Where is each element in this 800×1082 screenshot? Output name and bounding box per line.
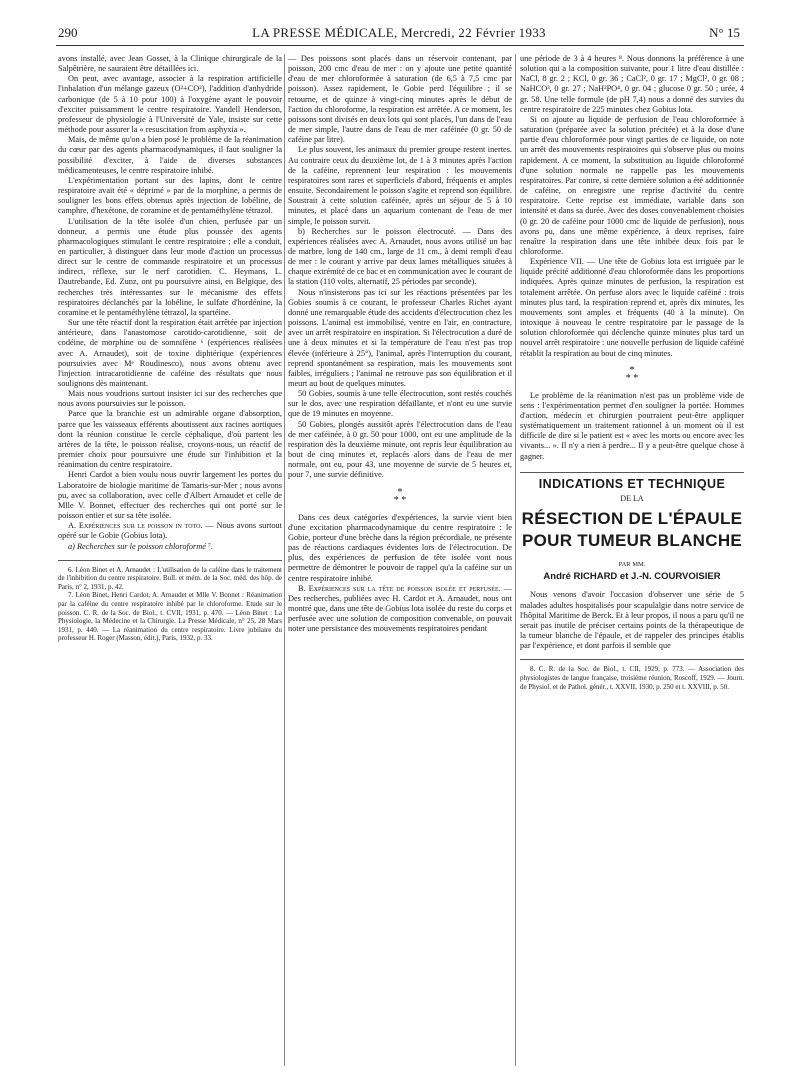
column-2	[288, 54, 512, 634]
article-authors: André RICHARD et J.-N. COURVOISIER	[543, 571, 721, 583]
page-header	[58, 25, 740, 47]
ornament-stars: * *	[625, 372, 639, 384]
article-kicker: INDICATIONS ET TECHNIQUE	[538, 476, 726, 491]
paragraph: Le plus souvent, les animaux du premier groupe restent inertes. Au contraire ceux du deuxième lot, de 1 à 3 minutes après l'action de la caféine, reprennent leur respiration : les mouvements respiratoires sont rares et superficiels d'abord, fréquents et amples ensuite. Secondairement le poisson s'agite et reprend son équilibre. Soustrait à cette solution caféinée, après un séjour de 5 à 10 minutes, et placé dans un aquarium contenant de l'eau de mer simple, le poisson survit.	[288, 145, 512, 226]
ornament-star: *	[629, 364, 635, 376]
paragraph: avons installé, avec Jean Gosset, à la Clinique chirurgicale de la Salpêtrière, ne sauraient être détaillées ici.	[58, 54, 282, 74]
paragraph: On peut, avec avantage, associer à la respiration artificielle l'inhalation d'un mélange gazeux (O²+CO²), l'addition d'anhydride carbonique (de 5 à 10 pour 100) à l'oxygène ayant le pouvoir d'exciter puissamment le centre respiratoire. Yandell Henderson, professeur de physiologie à l'Université de Yale, insiste sur cette méthode pour assurer la « resuscitation from asphyxia ».	[58, 74, 282, 135]
paragraph: L'expérimentation portant sur des lapins, dont le centre respiratoire avait été « déprimé » par de la morphine, a permis de souligner les bons effets obtenus après injection de lobéline, de camphre, d'hexétone, de coramine et de pentaméthylène tétrazol.	[58, 175, 282, 216]
journal-title: LA PRESSE MÉDICALE,	[252, 25, 398, 40]
article-kicker-connector: DE LA	[620, 493, 644, 503]
paragraph: Nous n'insisterons pas ici sur les réactions présentées par les Gobies soumis à ce courant, le professeur Charles Richet ayant donné une remarquable étude des accidents d'électrocution chez les poissons. L'animal est immobilisé, ventre en l'air, en contracture, avec un arrêt respiratoire en inspiration. Si l'électrocution a duré de une à deux minutes et si la température de l'eau n'est pas trop élevée (inférieure à 25°), l'animal, après l'interruption du courant, reprend spontanément sa respiration, mais les mouvements sont faibles, irréguliers ; l'animal ne retrouve pas son équilibration et il meurt au bout de quelques minutes.	[288, 287, 512, 388]
footnote-8: 8. C. R. de la Soc. de Biol., t. CII, 1929, p. 773. — Association des physiologistes de langue française, troisième réunion, Roscoff, 1929. — Journ. de Physiol. et de Pathol. génér., t. XXVII, 1930, p. 250 et t. XXVIII, p. 50.	[520, 665, 744, 691]
issue-date: Mercredi, 22 Février 1933	[401, 25, 546, 40]
section-ornament	[520, 364, 744, 384]
column-1	[58, 54, 282, 643]
paragraph: 50 Gobies, plongés aussitôt après l'électrocution dans de l'eau de mer caféinée, à 0 gr. 50 pour 1000, ont eu une amplitude de la respiration dès la deuxième minute, ont repris leur équilibration au bout de cinq minutes et, replacés alors dans de l'eau de mer normale, ont eu, pour 43, une moyenne de survie de 5 heures et, pour 7, une survie définitive.	[288, 419, 512, 480]
issue-number: N° 15	[709, 25, 740, 40]
section-heading-paragraph	[288, 584, 512, 635]
paragraph: Le problème de la réanimation n'est pas un problème vide de sens : l'expérimentation permet d'en souligner la portée. Hommes d'action, médecin et chirurgien pourraient peut-être appliquer systématiquement un traitement rationnel à un moment où il est difficile de dire si le patient est « avec les morts ou encore avec les vivants... ». Il n'y a rien à perdre... Il y a peut-être quelque chose à gagner.	[520, 390, 744, 461]
paragraph: Si on ajoute au liquide de perfusion de l'eau chloroformée à saturation (préparée avec la solution précitée) et à la dose d'une partie d'eau chloroformée pour vingt parties de ce liquide, on note un arrêt des mouvements respiratoires qui s'observe plus ou moins rapidement. A ce moment, la substitution au liquide chloroformé d'une solution normale ne rappelle pas les mouvements respiratoires. Par contre, si cette dernière solution a été additionnée de caféine, on enregistre une reprise d'activité du centre respiratoire. Cette reprise est immédiate, variable dans son intensité et dans sa durée. Avec des doses convenablement choisies (0 gr. 20 de caféine pour 1000 cmc de liquide de perfusion), nous avons pu, dans une même expérience, à deux reprises, faire renaître la respiration dans une tête inhibée deux fois par le chloroforme.	[520, 114, 744, 256]
section-heading: A. Expériences sur le poisson in toto.	[68, 521, 203, 531]
paragraph: b) Recherches sur le poisson électrocuté. — Dans des expériences réalisées avec A. Arnaudet, nous avons utilisé un bac de marbre, long de 140 cm., large de 11 cm., à demi rempli d'eau de mer : le courant y arrive par deux lames métalliques situées à chaque extrémité de ce bac et en communication avec le courant de la station (110 volts, alternatif, 25 périodes par seconde).	[288, 226, 512, 287]
paragraph: Sur une tête réactif dont la respiration était arrêtée par injection antérieure, dans l'anastomose carotido-carotidienne, soit de codéine, de morphine ou de somnifène ⁶ (expériences réalisées avec A. Arnaudet), soit de toxine diphtérique (expériences poursuivies avec Mᵉ Roudinesco), nous avons obtenu avec l'injection intracarotidienne de caféine des résultats que nous soulignons dès maintenant.	[58, 318, 282, 388]
article-title: RÉSECTION DE L'ÉPAULE	[521, 509, 743, 529]
footnote-6: 6. Léon Binet et A. Arnaudet : L'utilisation de la caféine dans le traitement de l'inhibition du centre respiratoire. Bull. et mém. de la Soc. méd. des hôp. de Paris, n° 2, 1931, p. 42.	[58, 565, 282, 591]
paragraph: — Des poissons sont placés dans un réservoir contenant, par poisson, 200 cmc d'eau de mer : on y ajoute une petite quantité d'eau de mer chloroformée à saturation (de 6,5 à 7,5 cmc par poisson). Assez rapidement, le Gobie perd l'équilibre ; il se retourne, et de quinze à vingt-cinq minutes après le début de l'action du chloroforme, la respiration est arrêtée. A ce moment, les poissons sont divisés en deux lots qui sont placés, l'un dans de l'eau de mer simple, l'autre dans de l'eau de mer caféinée (0 gr. 50 de caféine par litre).	[288, 54, 512, 145]
footnote-rule	[520, 659, 744, 660]
article-subtitle: POUR TUMEUR BLANCHE	[521, 531, 743, 551]
section-heading-paragraph	[58, 521, 282, 541]
subsection-heading: a) Recherches sur le poisson chloroformé ⁷.	[68, 541, 213, 551]
paragraph: Dans ces deux catégories d'expériences, la survie vient bien d'une excitation pharmacodynamique du centre respiratoire : le Gobie, porteur d'une brèche dans la région précordiale, ne présente pas de réactions cardiaques évidentes lors de l'électrocution. De plus, des expériences de perfusion de tête isolée vont nous permettre de démontrer le pouvoir de rappel qu'a la caféine sur un centre respiratoire inhibé.	[288, 512, 512, 583]
section-text: — Nous avons surtout opéré sur le Gobie (Gobius lota).	[58, 521, 282, 541]
paragraph: Expérience VII. — Une tête de Gobius lota est irriguée par le liquide précité additionné d'eau chloroformée dans les proportions indiquées. Après quinze minutes de perfusion, la respiration est totalement arrêtée. On perfuse alors avec le liquide caféiné : trois minutes plus tard, la respiration reprend et, après dix minutes, les mouvements sont amples et fréquents (40 à la minute). On intoxique à nouveau le centre respiratoire par le passage de la solution chloroformée qui déclenche quinze minutes plus tard un nouvel arrêt respiratoire : une nouvelle perfusion de liquide caféiné rétablit la respiration au bout de cinq minutes.	[520, 257, 744, 358]
paragraph: L'utilisation de la tête isolée d'un chien, perfusée par un donneur, a permis une étude plus poussée des agents pharmacologiques stimulant le centre respiratoire ; elle a conduit, en particulier, à distinguer dans leur mode d'action un processus direct sur le centre de commande respiratoire et un processus indirect, réflexe, sur le nerf carotidien. C. Heymans, L. Dautrebande, Ed. Zunz, ont pu poursuivre ainsi, en Belgique, des recherches très intéressantes sur le mécanisme des effets respiratoires déclanchés par la lobéline, le sulfate d'hordénine, la coramine et le pentaméthylène tétrazol, la spartéine.	[58, 216, 282, 317]
header-rule	[56, 45, 744, 46]
section-text: — Des recherches, publiées avec H. Cardot et A. Arnaudet, nous ont montré que, dans une tête de Gobius lota isolée du reste du corps et perfusée avec une solution de composition convenable, on pouvait noter une persistance des mouvements respiratoires pendant	[288, 583, 512, 634]
paragraph: Henri Cardot a bien voulu nous ouvrir largement les portes du Laboratoire de biologie maritime de Tamaris-sur-Mer ; nous avons pu, avec sa collaboration, avec celle d'Albert Arnaudet et celle de Mlle V. Bonnet, effectuer des recherches qui ont porté sur le poisson entier et sur sa tête isolée.	[58, 470, 282, 521]
ornament-star: *	[397, 486, 403, 498]
paragraph: Nous venons d'avoir l'occasion d'observer une série de 5 malades adultes hospitalisés pour scapulalgie dans notre service de l'hôpital Maritime de Berck. Et à leur propos, il nous a paru qu'il ne serait pas inutile de préciser certains points de la thérapeutique de la tumeur blanche de l'épaule, et de rappeler des principes établis par l'expérience, et dont parfois il semble que	[520, 590, 744, 651]
column-3	[520, 54, 744, 691]
page-number: 290	[58, 25, 78, 40]
section-heading: B. Expériences sur la tête de poisson isolée et perfusée.	[298, 583, 501, 593]
section-ornament	[288, 486, 512, 506]
paragraph: Mais, de même qu'on a bien posé le problème de la réanimation du cœur par des agents pharmacodynamiques, il faut souligner la possibilité d'exciter, à l'aide de diverses substances médicamenteuses, le centre respiratoire inhibé.	[58, 135, 282, 175]
byline-prefix: PAR MM.	[618, 561, 646, 569]
article-title-block	[520, 476, 744, 583]
paragraph: 50 Gobies, soumis à une telle électrocution, sont restés couchés sur le dos, avec une respiration défaillante, et n'ont eu une survie que de 19 minutes en moyenne.	[288, 389, 512, 419]
footnote-rule	[58, 560, 282, 561]
footnote-7: 7. Léon Binet, Henri Cardot, A. Arnaudet et Mlle V. Bonnet : Réanimation par la caféine du centre respiratoire inhibé par le chloroforme. Etude sur le poisson. C. R. de la Soc. de Biol., t. CVII, 1931, p. 470. — Léon Binet : La Physiologie, la Médecine et la Chirurgie. La Presse Médicale, n° 25, 28 Mars 1931, p. 440. — La réanimation du centre respiratoire. Livre jubilaire du professeur H. Roger (Masson, édit.), Paris, 1932, p. 33.	[58, 591, 282, 643]
running-title	[58, 25, 740, 41]
paragraph: Parce que la branchie est un admirable organe d'absorption, parce que les vaisseaux efférents aboutissent aux racines aortiques dont la réunion constitue le cercle céphalique, d'où partent les artères de la tête, le poisson réalise, croyons-nous, un réactif de premier choix pour poursuivre une étude sur l'inhibition et la réanimation du centre respiratoire.	[58, 409, 282, 470]
column-divider	[515, 54, 516, 1066]
paragraph: une période de 3 à 4 heures ⁸. Nous donnons la préférence à une solution qui a la composition suivante, pour 1 litre d'eau distillée : NaCl, 8 gr. 2 ; KCl, 0 gr. 36 ; CaCl², 0 gr. 17 ; MgCl², 0 gr. 08 ; NaHCO³, 0 gr. 27 ; NaH²PO⁴, 0 gr. 04 ; glucose 0 gr. 50 ; urée, 4 gr. 58. Une telle formule (de pH 7,4) nous a donné des survies du centre respiratoire de 225 minutes chez Gobius lota.	[520, 54, 744, 114]
ornament-stars: * *	[393, 494, 407, 506]
column-divider	[284, 54, 285, 1066]
paragraph: Mais nous voudrions surtout insister ici sur des recherches que nous avons poursuivies sur le poisson.	[58, 389, 282, 409]
article-rule	[520, 472, 744, 473]
